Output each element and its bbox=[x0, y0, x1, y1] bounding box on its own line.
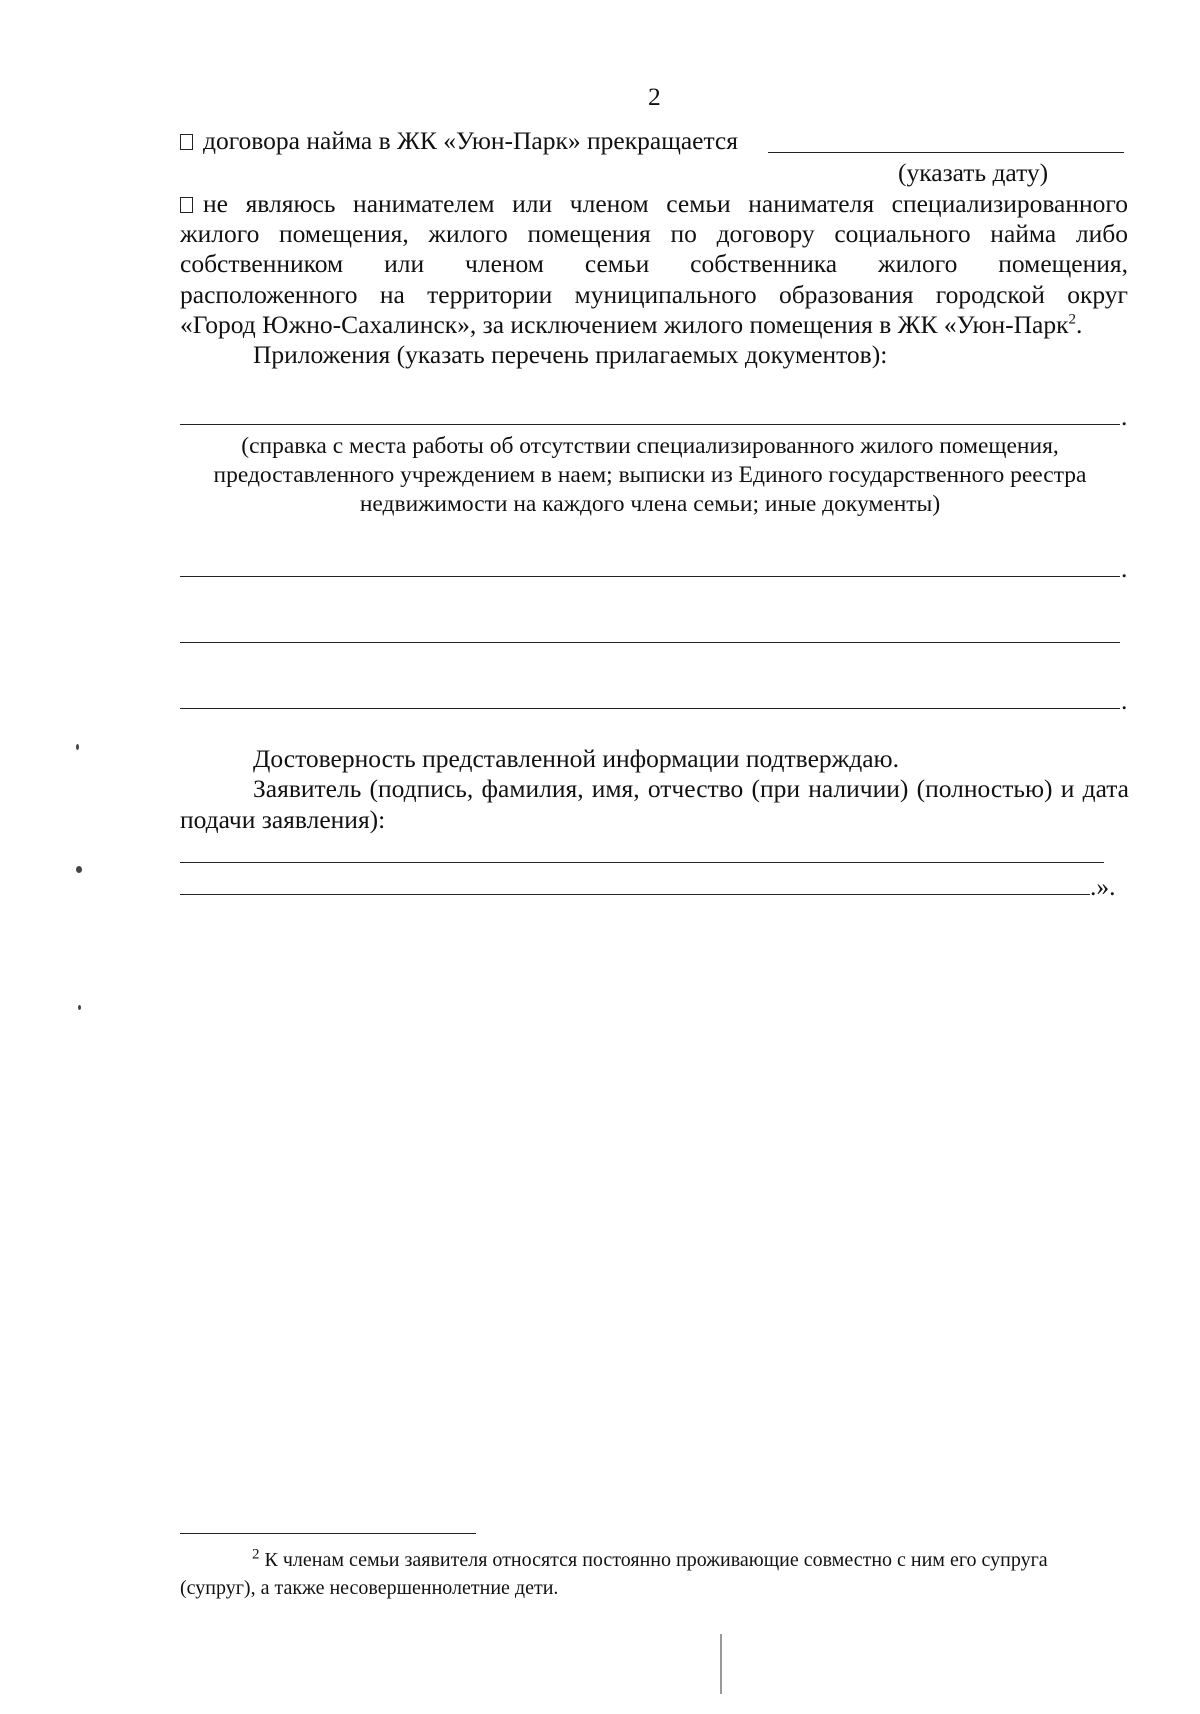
date-fill-line[interactable] bbox=[768, 152, 1124, 153]
attachments-line-4[interactable] bbox=[180, 708, 1120, 709]
attachments-note-line-1: (справка с места работы об отсутствии специализированного жилого помещения, bbox=[241, 433, 1059, 459]
checkbox-icon[interactable] bbox=[180, 197, 193, 213]
footnote-line-1: $^2$ К членам семьи заявителя относятся постоянно проживающие совместно с ним его супруга bbox=[252, 1546, 1048, 1571]
date-hint: (указать дату) bbox=[898, 158, 1049, 187]
signature-line-1[interactable] bbox=[180, 862, 1104, 863]
attachments-line-2[interactable] bbox=[180, 576, 1120, 577]
not-tenant-line-2: жилого помещения, жилого помещения по договору социального найма либо bbox=[180, 219, 1128, 248]
not-tenant-line-1: не являюсь нанимателем или членом семьи нанимателя специализированного bbox=[180, 189, 1128, 219]
footnote-separator bbox=[180, 1533, 476, 1534]
scan-speck bbox=[720, 1634, 722, 1694]
closing-mark: .». bbox=[1090, 872, 1116, 901]
not-tenant-line-4: расположенного на территории муниципального образования городской округ bbox=[180, 280, 1128, 309]
signature-line-2[interactable] bbox=[180, 894, 1090, 895]
confirmation-text: Достоверность представленной информации подтверждаю. bbox=[253, 744, 899, 773]
attachments-note-line-2: предоставленного учреждением в наем; выписки из Единого государственного реестра bbox=[213, 462, 1087, 488]
checkbox-icon[interactable] bbox=[180, 134, 193, 150]
footnote-ref[interactable]: 2 bbox=[1068, 311, 1077, 328]
footnote-line-2: (супруг), а также несовершеннолетние дети. bbox=[180, 1577, 559, 1599]
not-tenant-line-5: «Город Южно-Сахалинск», за исключением жилого помещения в ЖК «Уюн-Парк$^2$. bbox=[180, 310, 1083, 339]
contract-line-text: договора найма в ЖК «Уюн-Парк» прекращается bbox=[203, 126, 738, 155]
scan-speck bbox=[76, 866, 82, 873]
attachments-note-line-3: недвижимости на каждого члена семьи; иные документы) bbox=[359, 491, 941, 517]
scan-speck bbox=[76, 744, 79, 750]
scan-speck bbox=[78, 1005, 81, 1010]
not-tenant-line-3: собственником или членом семьи собственника жилого помещения, bbox=[180, 249, 1128, 278]
footnote-marker: 2 bbox=[252, 1546, 260, 1563]
attachments-line-1[interactable] bbox=[180, 424, 1120, 425]
applicant-line-2: подачи заявления): bbox=[180, 805, 386, 834]
applicant-line-1: Заявитель (подпись, фамилия, имя, отчество (при наличии) (полностью) и дата bbox=[253, 774, 1129, 803]
attachments-heading: Приложения (указать перечень прилагаемых документов): bbox=[253, 340, 888, 369]
attachments-line-4-end: . bbox=[1121, 686, 1128, 715]
page-number: 2 bbox=[648, 82, 661, 111]
attachments-line-3[interactable] bbox=[180, 642, 1120, 643]
attachments-line-1-end: . bbox=[1121, 402, 1128, 431]
contract-line bbox=[180, 126, 738, 156]
attachments-line-2-end: . bbox=[1121, 554, 1128, 583]
